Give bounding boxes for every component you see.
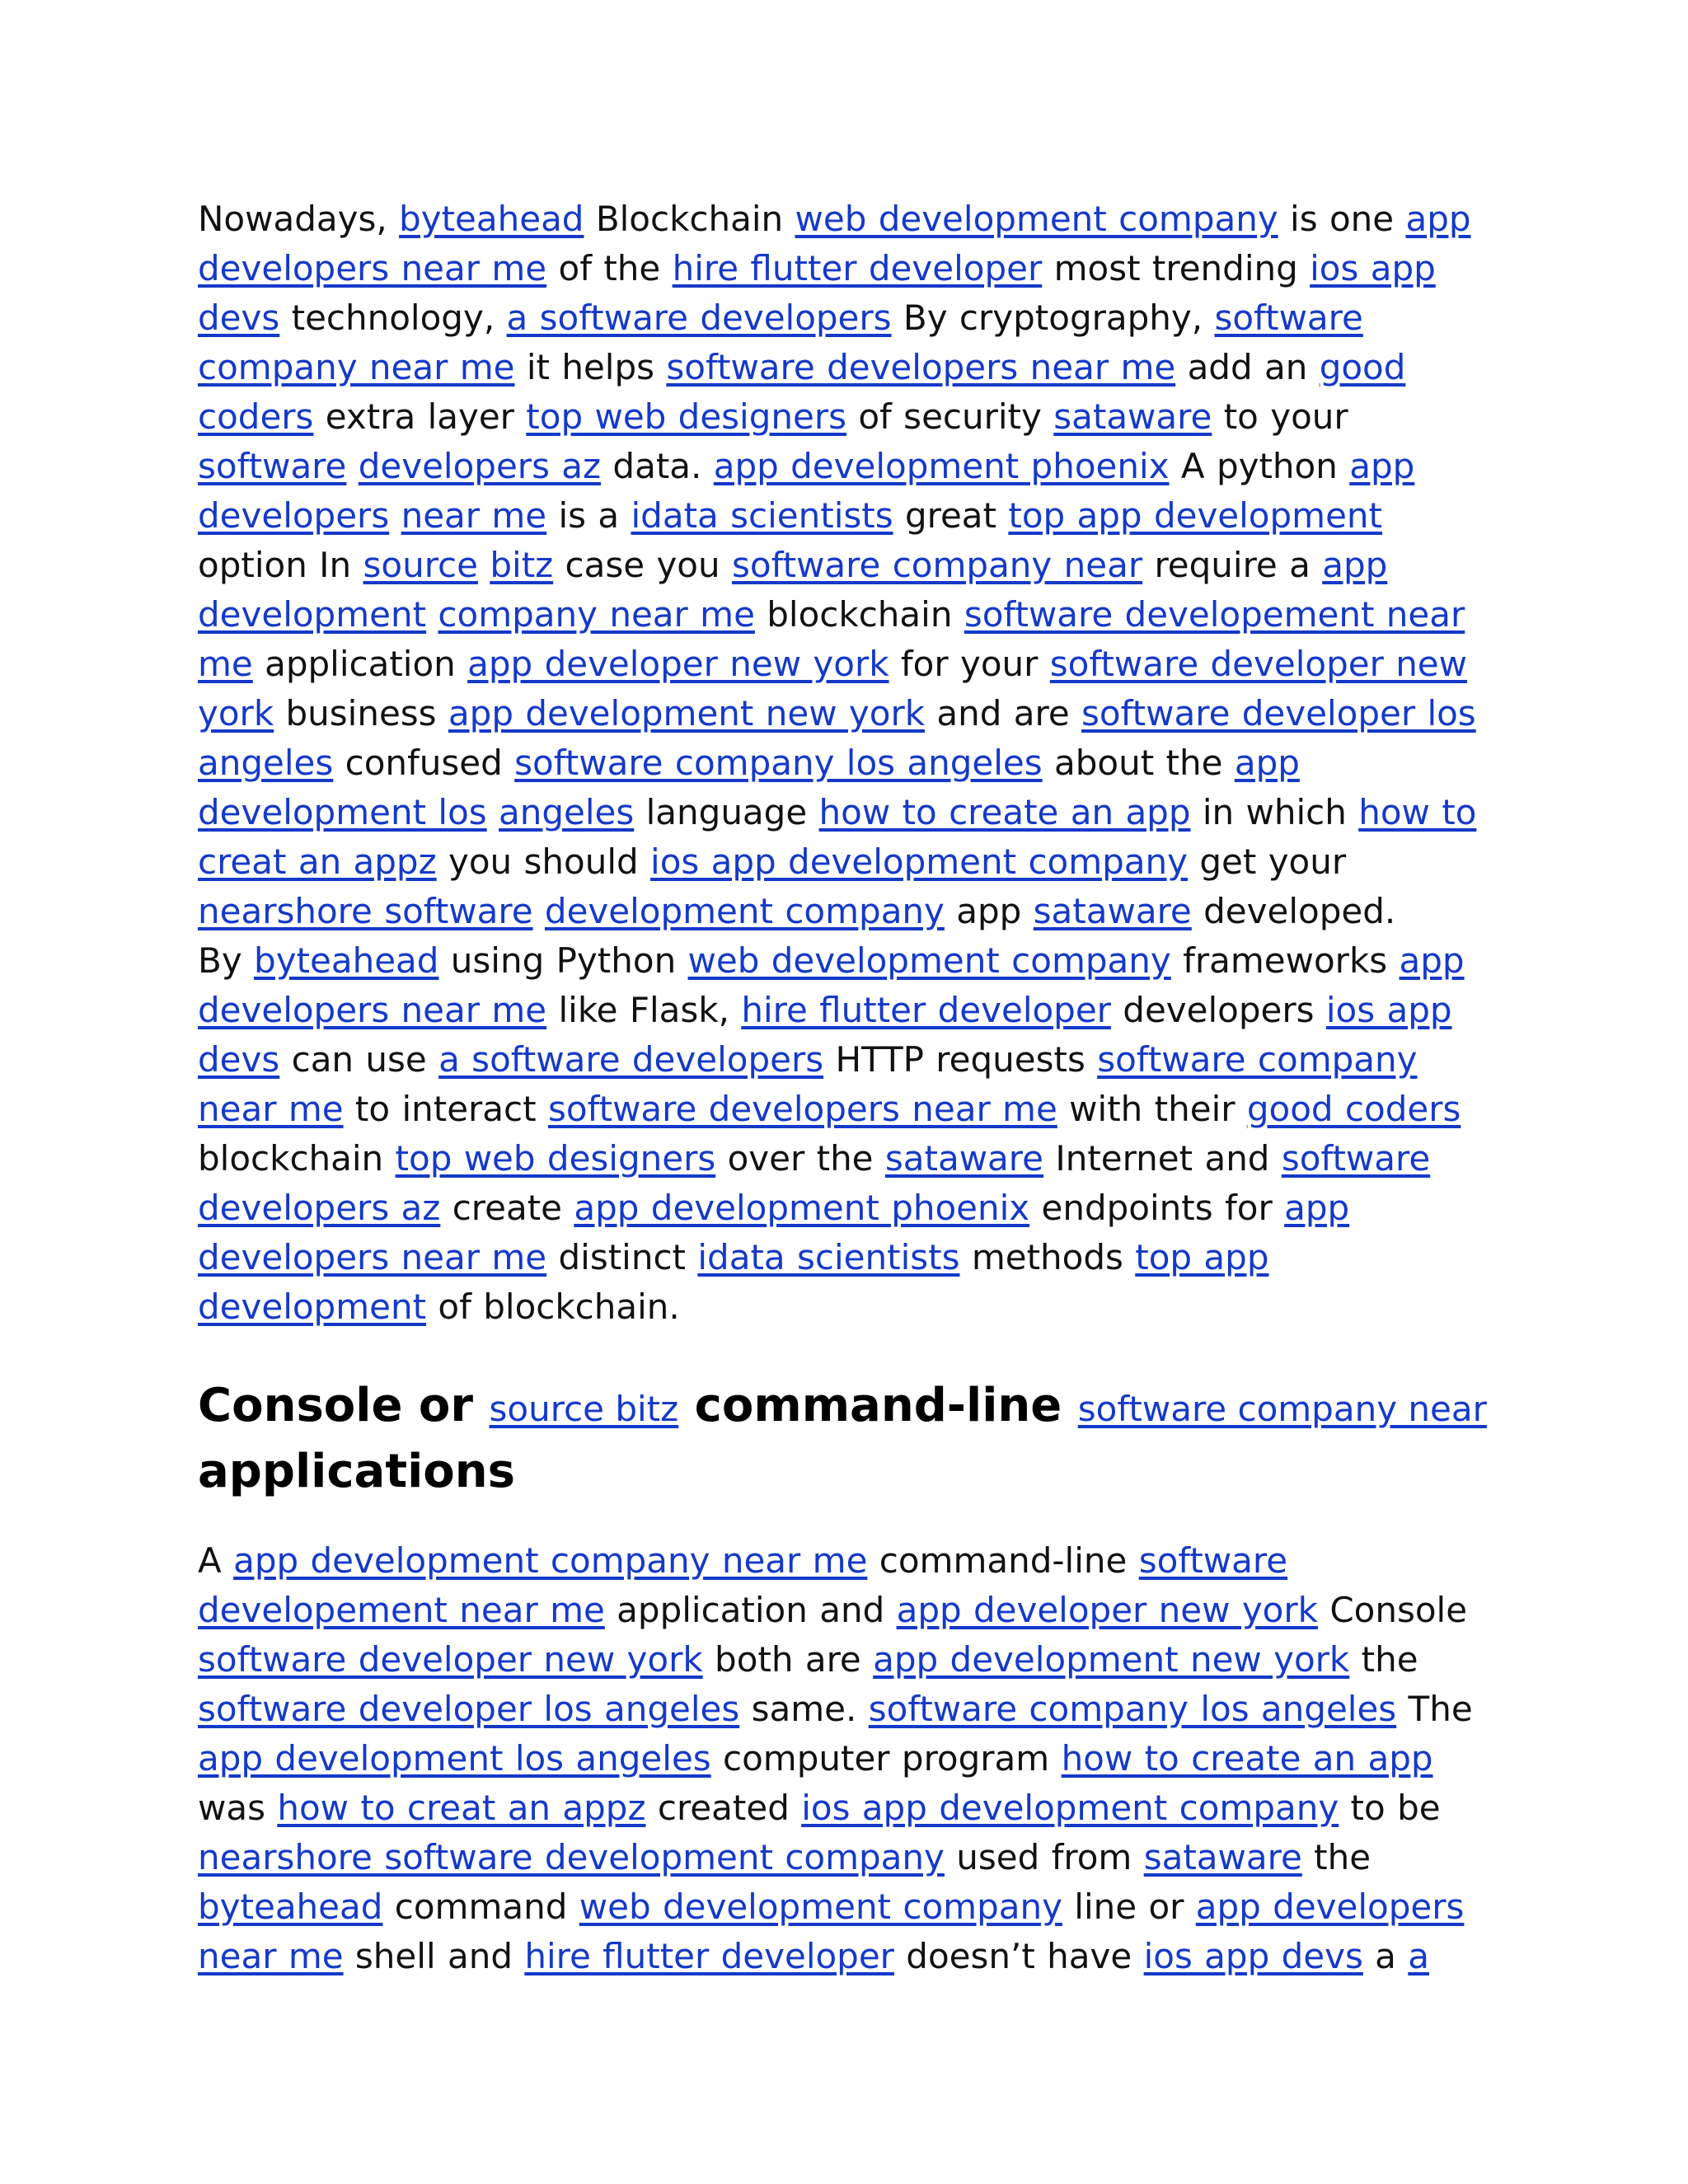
text-link[interactable]: software <box>198 446 347 486</box>
text-link[interactable]: top web designers <box>526 396 846 437</box>
text-run: blockchain <box>754 594 964 635</box>
text-run: language <box>634 792 819 832</box>
text-run: Nowadays, <box>198 199 400 239</box>
text-link[interactable]: app development new york <box>873 1639 1350 1680</box>
paragraph-console-applications <box>198 1536 1500 1981</box>
text-run: of the <box>546 248 673 288</box>
text-link[interactable]: top app development <box>1008 495 1383 536</box>
text-run: command <box>382 1886 579 1927</box>
text-link[interactable]: ios app <box>1310 248 1436 288</box>
text-link[interactable]: a <box>1408 1936 1430 1976</box>
text-run: you should <box>436 841 651 882</box>
text-link[interactable]: software developer los angeles <box>198 693 1476 783</box>
text-link[interactable]: software company near <box>731 545 1143 585</box>
text-link[interactable]: software company los angeles <box>868 1689 1397 1729</box>
text-run: a <box>1362 1936 1409 1976</box>
text-link[interactable]: web development company <box>687 940 1171 981</box>
text-link[interactable]: byteahead <box>399 199 584 239</box>
text-link[interactable]: byteahead <box>198 1886 383 1927</box>
text-run: option In <box>198 545 363 585</box>
text-link[interactable]: company near me <box>438 594 755 635</box>
text-run: Console <box>1317 1590 1468 1630</box>
text-run <box>478 545 490 585</box>
text-link[interactable]: software developer new york <box>198 644 1468 733</box>
text-run: By cryptography, <box>891 298 1215 338</box>
text-run: of blockchain. <box>426 1286 680 1327</box>
text-run: in which <box>1190 792 1359 832</box>
text-run: it helps <box>514 347 667 387</box>
text-link[interactable]: top web designers <box>395 1138 716 1179</box>
text-run: applications <box>198 1445 515 1498</box>
text-run: with their <box>1057 1089 1247 1129</box>
text-link[interactable]: software developer los angeles <box>198 1689 740 1729</box>
text-run: line or <box>1062 1886 1196 1927</box>
text-link[interactable]: app <box>1405 199 1471 239</box>
text-run: business <box>274 693 448 733</box>
text-run: application <box>252 644 468 684</box>
text-run: to your <box>1212 396 1348 437</box>
text-link[interactable]: how to create an app <box>1061 1738 1433 1779</box>
text-run: A <box>198 1540 234 1581</box>
text-run: both are <box>702 1639 874 1680</box>
text-run: to be <box>1339 1788 1441 1828</box>
text-run: frameworks <box>1170 940 1400 981</box>
text-link[interactable]: ios app development company <box>801 1788 1339 1828</box>
text-link[interactable]: developers near me <box>198 248 547 288</box>
text-run: Blockchain <box>584 199 795 239</box>
text-run: shell and <box>343 1936 525 1976</box>
document-page <box>198 194 1500 1981</box>
text-link[interactable]: a software developers <box>506 298 892 338</box>
text-run: endpoints for <box>1029 1188 1285 1228</box>
text-link[interactable]: sataware <box>1053 396 1212 437</box>
text-link[interactable]: app development new york <box>448 693 926 733</box>
text-run: the <box>1301 1837 1372 1877</box>
text-run: developers <box>1110 990 1326 1030</box>
text-run: is a <box>546 495 631 536</box>
text-run: doesn’t have <box>893 1936 1144 1976</box>
text-link[interactable]: hire flutter developer <box>524 1936 894 1976</box>
text-link[interactable]: how to creat an appz <box>277 1788 646 1828</box>
text-link[interactable]: development company <box>544 891 945 931</box>
text-link[interactable]: idata scientists <box>631 495 893 536</box>
text-run: add an <box>1175 347 1320 387</box>
text-link[interactable]: web development company <box>795 199 1278 239</box>
text-run: The <box>1396 1689 1473 1729</box>
text-link[interactable]: software company near me <box>198 1039 1418 1129</box>
text-run: is one <box>1278 199 1406 239</box>
text-run: to interact <box>343 1089 548 1129</box>
paragraph-python-frameworks <box>198 936 1500 1332</box>
text-link[interactable]: software company near <box>1077 1389 1487 1429</box>
text-link[interactable]: idata scientists <box>697 1237 960 1277</box>
text-link[interactable]: sataware <box>1033 891 1192 931</box>
text-link[interactable]: ios app devs <box>198 990 1452 1080</box>
text-link[interactable]: app development los angeles <box>198 1738 711 1779</box>
text-link[interactable]: developers az <box>358 446 602 486</box>
text-link[interactable]: how to create an app <box>818 792 1191 832</box>
text-link[interactable]: app development phoenix <box>574 1188 1030 1228</box>
text-link[interactable]: software developement near me <box>198 594 1465 684</box>
text-run <box>426 594 438 635</box>
text-run: over the <box>715 1138 885 1179</box>
text-run: of security <box>846 396 1054 437</box>
text-run: case you <box>553 545 732 585</box>
text-link[interactable]: a software developers <box>438 1039 824 1080</box>
text-run: using Python <box>438 940 688 981</box>
text-run: Console or <box>198 1379 490 1432</box>
text-link[interactable]: app developers <box>198 446 1415 536</box>
text-run: most trending <box>1042 248 1311 288</box>
text-run: command-line <box>678 1379 1078 1432</box>
text-run: application and <box>604 1590 897 1630</box>
text-link[interactable]: byteahead <box>254 940 439 981</box>
text-run: blockchain <box>198 1138 396 1179</box>
text-link[interactable]: nearshore software <box>198 891 533 931</box>
text-link[interactable]: angeles <box>499 792 635 832</box>
text-link[interactable]: source bitz <box>489 1389 679 1429</box>
text-link[interactable]: source <box>363 545 478 585</box>
text-run <box>389 495 401 536</box>
text-link[interactable]: top app development <box>198 1237 1269 1327</box>
text-link[interactable]: app developers near me <box>198 1188 1350 1277</box>
text-run: created <box>645 1788 802 1828</box>
text-run: about the <box>1042 743 1235 783</box>
text-run: command-line <box>867 1540 1139 1581</box>
text-run <box>346 446 358 486</box>
text-link[interactable]: how to creat an appz <box>198 792 1477 882</box>
text-run: extra layer <box>313 396 527 437</box>
text-link[interactable]: software developers near me <box>547 1089 1057 1129</box>
text-run: for your <box>889 644 1050 684</box>
text-link[interactable]: app development phoenix <box>713 446 1170 486</box>
text-run: can use <box>279 1039 439 1080</box>
text-run: distinct <box>546 1237 698 1277</box>
text-link[interactable]: good coders <box>198 347 1406 437</box>
text-run: app <box>944 891 1034 931</box>
paragraph-blockchain-intro <box>198 194 1500 936</box>
text-link[interactable]: ios app development company <box>650 841 1189 882</box>
text-link[interactable]: software developers az <box>198 1138 1431 1228</box>
text-run: like Flask, <box>546 990 742 1030</box>
text-run: was <box>198 1788 278 1828</box>
text-link[interactable]: software company los angeles <box>514 743 1043 783</box>
text-run: create <box>440 1188 574 1228</box>
text-link[interactable]: sataware <box>884 1138 1043 1179</box>
text-run: same. <box>739 1689 869 1729</box>
section-heading <box>198 1375 1500 1503</box>
text-run: HTTP requests <box>823 1039 1098 1080</box>
text-link[interactable]: sataware <box>1143 1837 1302 1877</box>
text-link[interactable]: app development los <box>198 743 1300 832</box>
text-link[interactable]: software developers near me <box>666 347 1176 387</box>
text-link[interactable]: ios app devs <box>1143 1936 1363 1976</box>
text-link[interactable]: software developement near me <box>198 1540 1288 1630</box>
text-run <box>487 792 499 832</box>
text-link[interactable]: app developer new york <box>467 644 889 684</box>
text-run: By <box>198 940 255 981</box>
text-run: used from <box>944 1837 1144 1877</box>
text-link[interactable]: software developer new york <box>198 1639 703 1680</box>
text-run: great <box>893 495 1009 536</box>
text-run: Internet and <box>1043 1138 1282 1179</box>
text-run: computer program <box>710 1738 1062 1779</box>
text-run: technology, <box>279 298 507 338</box>
text-link[interactable]: app developers <box>1195 1886 1465 1927</box>
text-link[interactable]: bitz <box>490 545 554 585</box>
text-link[interactable]: near me <box>401 495 547 536</box>
text-link[interactable]: good coders <box>1246 1089 1461 1129</box>
text-link[interactable]: nearshore software development company <box>198 1837 945 1877</box>
text-run: confused <box>333 743 515 783</box>
text-link[interactable]: app developers near me <box>198 940 1465 1030</box>
text-link[interactable]: near me <box>198 1936 344 1976</box>
text-link[interactable]: app development <box>198 545 1388 635</box>
text-run: require a <box>1142 545 1323 585</box>
text-link[interactable]: web development company <box>579 1886 1062 1927</box>
text-run: A python <box>1169 446 1350 486</box>
text-run: the <box>1349 1639 1418 1680</box>
text-link[interactable]: hire flutter developer <box>741 990 1111 1030</box>
text-link[interactable]: hire flutter developer <box>672 248 1043 288</box>
text-run: get your <box>1188 841 1347 882</box>
text-link[interactable]: app developer new york <box>896 1590 1318 1630</box>
text-run: methods <box>959 1237 1136 1277</box>
text-run <box>533 891 545 931</box>
text-run: developed. <box>1191 891 1396 931</box>
text-run: and are <box>925 693 1082 733</box>
text-link[interactable]: software company near me <box>198 298 1363 387</box>
text-run: data. <box>601 446 714 486</box>
text-link[interactable]: app development company near me <box>233 1540 868 1581</box>
text-link[interactable]: devs <box>198 298 280 338</box>
